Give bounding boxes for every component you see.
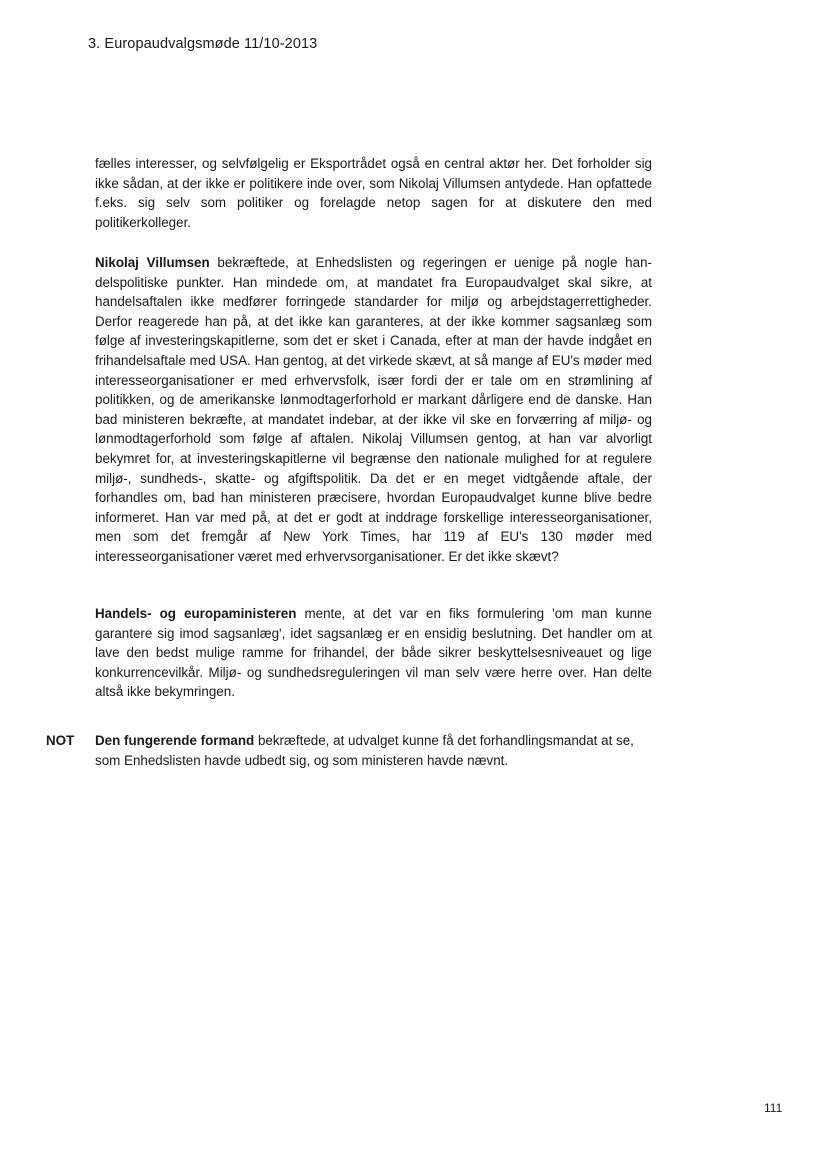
paragraph-text: fælles interesser, og selvfølgelig er Eksportrådet også en central aktør her. Det forholder sig ikke sådan, at der ikke er politikere inde over, som Nikolaj Villumsen antydede. Han opfattede f.eks. sig selv som politiker og forelagde netop sagen for at diskutere den med politikerkolleger. — [95, 156, 652, 230]
paragraph-minister — [95, 604, 652, 702]
paragraph-chair — [95, 731, 652, 770]
paragraph-continuation — [95, 154, 652, 232]
speaker-name: Nikolaj Villumsen — [95, 255, 210, 270]
page-header: 3. Europaudvalgsmøde 11/10-2013 — [88, 36, 318, 52]
paragraph-villumsen — [95, 253, 652, 567]
speaker-name: Handels- og europaministeren — [95, 606, 297, 621]
margin-label-not: NOT — [46, 733, 75, 748]
paragraph-text: mente, at det var en fiks formulering 'om man kunne garantere sig imod sagsanlæg', idet sagsanlæg er en ensidig beslutning. Det handler om at lave den bedst mulige ramme for frihandel, der både sikrer beskyttelsesniveauet og lige konkurrencevilkår. Miljø- og sundhedsreguleringen vil man selv være herre over. Han delte altså ikke bekymringen. — [95, 606, 652, 700]
paragraph-text: bekræftede, at udvalget kunne få det forhandlingsmandat at se, som Enhedslisten havde udbedt sig, og som ministeren havde nævnt. — [95, 733, 634, 768]
page-number: 111 — [764, 1101, 783, 1115]
speaker-name: Den fungerende formand — [95, 733, 255, 748]
paragraph-text: bekræftede, at Enhedslisten og regeringen er uenige på nogle handelspolitiske punkter. Han mindede om, at mandatet fra Europaudvalget skal sikre, at handelsaftalen ikke medfører forringede standarder for miljø og arbejdstagerrettigheder. Derfor reagerede han på, at det ikke kan garanteres, at der ikke kommer sagsanlæg som følge af investeringskapitlerne, som det er sket i Canada, efter at man der havde indgået en frihandelsaftale med USA. Han gentog, at det virkede skævt, at så mange af EU's møder med interesseorganisationer er med erhvervsfolk, især fordi der er tale om en strømlining af politikken, og de amerikanske lønmodtagerforhold er markant dårligere end de danske. Han bad ministeren bekræfte, at mandatet indebar, at der ikke vil ske en forværring af miljø- og lønmodtagerforhold som følge af aftalen. Nikolaj Villumsen gentog, at han var alvorligt bekymret for, at investeringskapitlerne vil begrænse den nationale mulighed for at regulere miljø-, sundheds-, skatte- og afgiftspolitik. Da det er en meget vidtgående aftale, der forhandles om, bad han ministeren præcisere, hvordan Europaudvalget kunne blive bedre informeret. Han var med på, at det er godt at inddrage forskellige interesseorganisationer, men som det fremgår af New York Times, har 119 af EU's 130 møder med interesseorganisationer været med erhvervsorganisationer. Er det ikke skævt? — [95, 255, 652, 564]
